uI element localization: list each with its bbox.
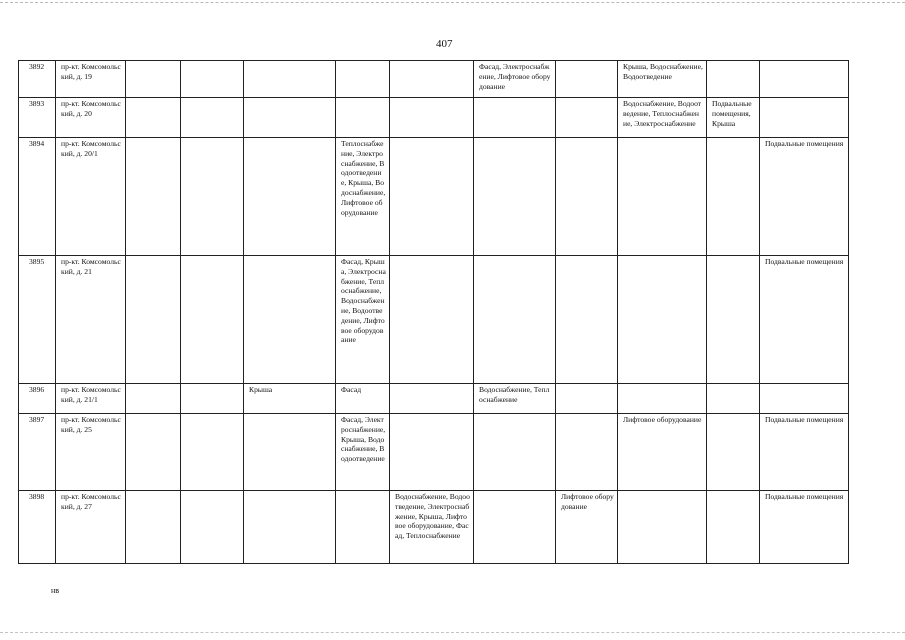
work-type-cell-10 [760, 61, 849, 98]
work-type-cell-3 [244, 491, 336, 564]
table-row [19, 256, 849, 384]
work-type-cell-1 [126, 384, 181, 414]
work-type-cell-5 [390, 98, 474, 138]
work-type-cell-6 [474, 414, 556, 491]
address-cell: пр-кт. Комсомольский, д. 20 [56, 98, 126, 138]
scan-edge-top [0, 2, 905, 3]
work-type-cell-6: Водоснабжение, Теплоснабжение [474, 384, 556, 414]
page-number: 407 [436, 38, 453, 50]
table-row [19, 61, 849, 98]
work-type-cell-8 [618, 256, 707, 384]
work-type-cell-5 [390, 414, 474, 491]
work-type-cell-5 [390, 256, 474, 384]
work-type-cell-8 [618, 138, 707, 256]
work-type-cell-4 [336, 98, 390, 138]
work-type-cell-5 [390, 61, 474, 98]
repair-schedule-table [18, 60, 849, 564]
work-type-cell-9 [707, 414, 760, 491]
scan-edge-bottom [0, 632, 905, 633]
record-number-cell: 3892 [19, 61, 56, 98]
work-type-cell-9 [707, 491, 760, 564]
footnote-mark: нв [51, 586, 60, 595]
work-type-cell-3 [244, 256, 336, 384]
work-type-cell-7 [556, 256, 618, 384]
work-type-cell-1 [126, 414, 181, 491]
work-type-cell-7 [556, 98, 618, 138]
work-type-cell-3 [244, 61, 336, 98]
work-type-cell-9 [707, 256, 760, 384]
address-cell: пр-кт. Комсомольский, д. 19 [56, 61, 126, 98]
work-type-cell-9 [707, 61, 760, 98]
work-type-cell-4: Фасад, Электроснабжение, Крыша, Водоснабжение, Водоотведение [336, 414, 390, 491]
work-type-cell-8 [618, 384, 707, 414]
address-cell: пр-кт. Комсомольский, д. 21/1 [56, 384, 126, 414]
work-type-cell-4: Теплоснабжение, Электроснабжение, Водоотведение, Крыша, Водоснабжение, Лифтовое оборудование [336, 138, 390, 256]
work-type-cell-7 [556, 414, 618, 491]
table-row [19, 98, 849, 138]
work-type-cell-2 [181, 138, 244, 256]
work-type-cell-4: Фасад, Крыша, Электроснабжение, Теплоснабжение, Водоснабжение, Водоотведение, Лифтовое оборудование [336, 256, 390, 384]
work-type-cell-3 [244, 98, 336, 138]
work-type-cell-3 [244, 138, 336, 256]
work-type-cell-6 [474, 491, 556, 564]
table-row [19, 414, 849, 491]
work-type-cell-7 [556, 61, 618, 98]
record-number-cell: 3894 [19, 138, 56, 256]
work-type-cell-2 [181, 256, 244, 384]
work-type-cell-4: Фасад [336, 384, 390, 414]
work-type-cell-3 [244, 414, 336, 491]
record-number-cell: 3893 [19, 98, 56, 138]
record-number-cell: 3898 [19, 491, 56, 564]
work-type-cell-6 [474, 98, 556, 138]
work-type-cell-1 [126, 138, 181, 256]
work-type-cell-8: Водоснабжение, Водоотведение, Теплоснабжение, Электроснабжение [618, 98, 707, 138]
address-cell: пр-кт. Комсомольский, д. 21 [56, 256, 126, 384]
work-type-cell-7 [556, 384, 618, 414]
work-type-cell-1 [126, 491, 181, 564]
work-type-cell-1 [126, 98, 181, 138]
address-cell: пр-кт. Комсомольский, д. 25 [56, 414, 126, 491]
work-type-cell-5 [390, 384, 474, 414]
table-row [19, 138, 849, 256]
address-cell: пр-кт. Комсомольский, д. 27 [56, 491, 126, 564]
work-type-cell-3: Крыша [244, 384, 336, 414]
work-type-cell-1 [126, 256, 181, 384]
work-type-cell-2 [181, 384, 244, 414]
work-type-cell-2 [181, 491, 244, 564]
work-type-cell-2 [181, 61, 244, 98]
work-type-cell-2 [181, 414, 244, 491]
work-type-cell-2 [181, 98, 244, 138]
record-number-cell: 3895 [19, 256, 56, 384]
work-type-cell-9 [707, 138, 760, 256]
work-type-cell-8: Лифтовое оборудование [618, 414, 707, 491]
work-type-cell-6: Фасад, Электроснабжение, Лифтовое оборудование [474, 61, 556, 98]
work-type-cell-6 [474, 256, 556, 384]
table-row [19, 384, 849, 414]
work-type-cell-5: Водоснабжение, Водоотведение, Электроснабжение, Крыша, Лифтовое оборудование, Фасад, Теплоснабжение [390, 491, 474, 564]
work-type-cell-9 [707, 384, 760, 414]
work-type-cell-5 [390, 138, 474, 256]
work-type-cell-10 [760, 384, 849, 414]
work-type-cell-7: Лифтовое оборудование [556, 491, 618, 564]
work-type-cell-4 [336, 61, 390, 98]
record-number-cell: 3896 [19, 384, 56, 414]
work-type-cell-1 [126, 61, 181, 98]
work-type-cell-6 [474, 138, 556, 256]
work-type-cell-7 [556, 138, 618, 256]
work-type-cell-10: Подвальные помещения [760, 414, 849, 491]
work-type-cell-9: Подвальные помещения, Крыша [707, 98, 760, 138]
work-type-cell-10: Подвальные помещения [760, 256, 849, 384]
work-type-cell-8: Крыша, Водоснабжение, Водоотведение [618, 61, 707, 98]
record-number-cell: 3897 [19, 414, 56, 491]
work-type-cell-10: Подвальные помещения [760, 138, 849, 256]
address-cell: пр-кт. Комсомольский, д. 20/1 [56, 138, 126, 256]
work-type-cell-4 [336, 491, 390, 564]
work-type-cell-10: Подвальные помещения [760, 491, 849, 564]
work-type-cell-10 [760, 98, 849, 138]
table-row [19, 491, 849, 564]
work-type-cell-8 [618, 491, 707, 564]
